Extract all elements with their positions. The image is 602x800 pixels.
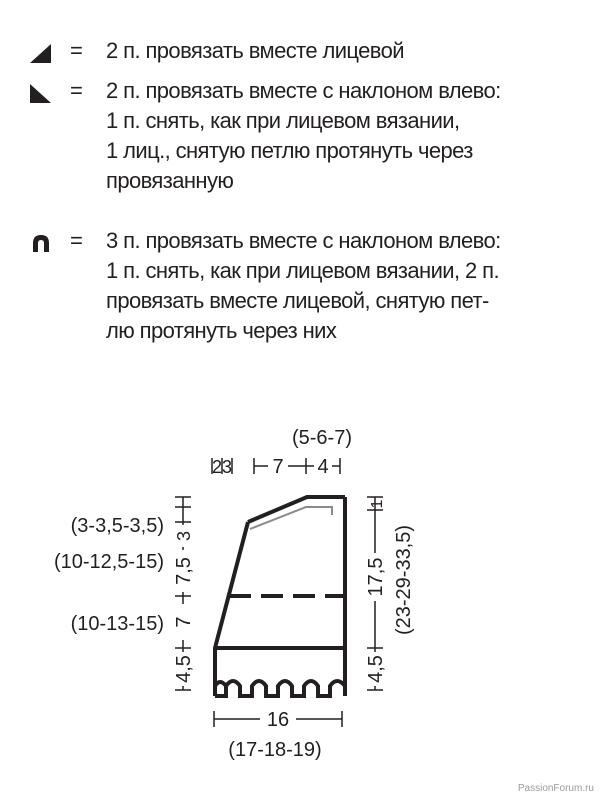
left-mid-sizes-label: (10-12,5-15): [53, 551, 164, 573]
left-75-label: 7,5: [173, 557, 195, 585]
legend-equals: =: [70, 78, 83, 103]
right-45-label: 4,5: [365, 655, 387, 683]
top-sizes-label: (5-6-7): [291, 427, 353, 449]
watermark: PassionForum.ru: [517, 783, 594, 794]
legend-line: лю протянуть через них: [106, 318, 337, 343]
legend-line: провязать вместе лицевой, снятую пет-: [106, 288, 489, 313]
left-7-label: 7: [173, 616, 195, 628]
legend-line: 1 лиц., снятую петлю протянуть через: [106, 138, 473, 163]
right-1-label: 1: [369, 499, 386, 509]
bottom-sizes-label: (17-18-19): [228, 739, 322, 761]
top-3-label: 3: [221, 457, 233, 477]
legend-line: 3 п. провязать вместе с наклоном влево:: [106, 228, 501, 253]
piece-outline: [215, 497, 345, 696]
right-175-label: 17,5: [365, 557, 387, 597]
top-2-label: 2: [211, 457, 223, 477]
right-sizes-label: (23-29-33,5): [393, 524, 415, 636]
legend-equals: =: [70, 38, 83, 63]
bottom-16-label: 16: [266, 709, 290, 731]
legend-line: провязанную: [106, 168, 234, 193]
left-low-sizes-label: (10-13-15): [70, 613, 164, 635]
legend-line: 2 п. провязать вместе с наклоном влево:: [106, 78, 501, 103]
legend-line: 2 п. провязать вместе лицевой: [106, 38, 404, 63]
legend-line: 1 п. снять, как при лицевом вязании,: [106, 108, 460, 133]
legend-equals: =: [70, 228, 83, 253]
scalloped-hem: [215, 681, 345, 696]
legend-line: 1 п. снять, как при лицевом вязании, 2 п.: [106, 258, 499, 283]
top-7-label: 7: [272, 456, 284, 478]
left-top-sizes-label: (3-3,5-3,5): [70, 515, 164, 537]
left-3-label: 3: [174, 530, 194, 542]
top-4-label: 4: [317, 456, 329, 478]
left-45-label: 4,5: [173, 655, 195, 683]
